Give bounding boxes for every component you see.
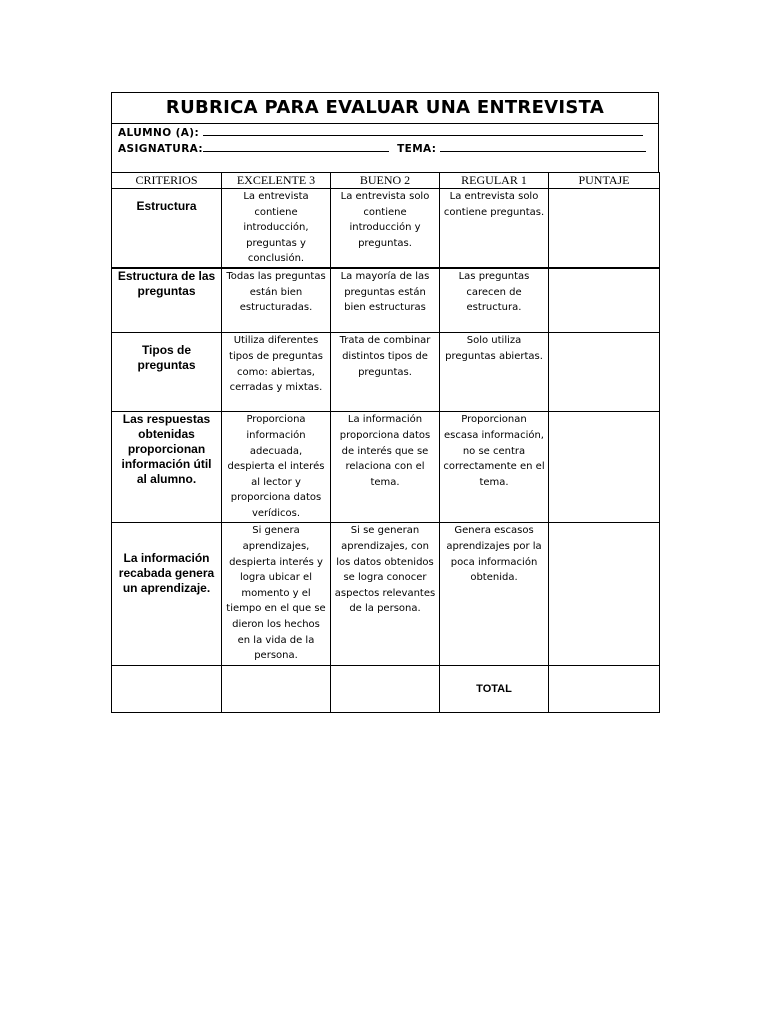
column-header: PUNTAJE xyxy=(549,173,660,189)
criterio-cell: Estructura xyxy=(112,189,222,268)
puntaje-cell[interactable] xyxy=(549,268,660,333)
table-header-row xyxy=(112,173,660,189)
table-row xyxy=(112,333,660,412)
excelente-cell: Todas las preguntas están bien estructuradas. xyxy=(222,268,331,333)
regular-cell: Las preguntas carecen de estructura. xyxy=(440,268,549,333)
criterio-cell: Estructura de las preguntas xyxy=(112,268,222,333)
table-row xyxy=(112,268,660,333)
total-row xyxy=(112,666,660,713)
excelente-cell: Si genera aprendizajes, despierta interés y logra ubicar el momento y el tiempo en el que se dieron los hechos en la vida de la persona. xyxy=(222,523,331,666)
column-header: REGULAR 1 xyxy=(440,173,549,189)
excelente-cell: Proporciona información adecuada, despierta el interés al lector y proporciona datos verídicos. xyxy=(222,412,331,523)
rubric-header xyxy=(111,92,659,172)
table-row xyxy=(112,523,660,666)
column-header: BUENO 2 xyxy=(331,173,440,189)
rubric-table xyxy=(111,172,660,713)
regular-cell: Genera escasos aprendizajes por la poca información obtenida. xyxy=(440,523,549,666)
puntaje-cell[interactable] xyxy=(549,333,660,412)
table-row xyxy=(112,412,660,523)
criterio-cell: Las respuestas obtenidas proporcionan información útil al alumno. xyxy=(112,412,222,523)
total-label: TOTAL xyxy=(440,666,549,713)
rubric-sheet xyxy=(111,92,659,713)
puntaje-cell[interactable] xyxy=(549,523,660,666)
asignatura-label: ASIGNATURA: xyxy=(118,143,204,155)
tema-label: TEMA: xyxy=(397,143,437,155)
column-header: EXCELENTE 3 xyxy=(222,173,331,189)
column-header: CRITERIOS xyxy=(112,173,222,189)
regular-cell: Proporcionan escasa información, no se centra correctamente en el tema. xyxy=(440,412,549,523)
excelente-cell: La entrevista contiene introducción, preguntas y conclusión. xyxy=(222,189,331,268)
excelente-cell: Utiliza diferentes tipos de preguntas como: abiertas, cerradas y mixtas. xyxy=(222,333,331,412)
alumno-field[interactable] xyxy=(203,124,643,136)
empty-cell xyxy=(331,666,440,713)
regular-cell: Solo utiliza preguntas abiertas. xyxy=(440,333,549,412)
puntaje-cell[interactable] xyxy=(549,412,660,523)
table-row xyxy=(112,189,660,268)
tema-field[interactable] xyxy=(440,140,646,152)
bueno-cell: La entrevista solo contiene introducción y preguntas. xyxy=(331,189,440,268)
bueno-cell: La mayoría de las preguntas están bien estructuras xyxy=(331,268,440,333)
empty-cell xyxy=(112,666,222,713)
criterio-cell: Tipos de preguntas xyxy=(112,333,222,412)
asignatura-line xyxy=(112,140,658,156)
bueno-cell: Trata de combinar distintos tipos de preguntas. xyxy=(331,333,440,412)
alumno-label: ALUMNO (A): xyxy=(118,127,200,139)
criterio-cell: La información recabada genera un aprendizaje. xyxy=(112,523,222,666)
asignatura-field[interactable] xyxy=(203,140,389,152)
page-title: RUBRICA PARA EVALUAR UNA ENTREVISTA xyxy=(112,93,658,124)
bueno-cell: La información proporciona datos de interés que se relaciona con el tema. xyxy=(331,412,440,523)
bueno-cell: Si se generan aprendizajes, con los datos obtenidos se logra conocer aspectos relevantes de la persona. xyxy=(331,523,440,666)
puntaje-cell[interactable] xyxy=(549,189,660,268)
total-value-cell[interactable] xyxy=(549,666,660,713)
empty-cell xyxy=(222,666,331,713)
regular-cell: La entrevista solo contiene preguntas. xyxy=(440,189,549,268)
alumno-line xyxy=(112,124,658,140)
